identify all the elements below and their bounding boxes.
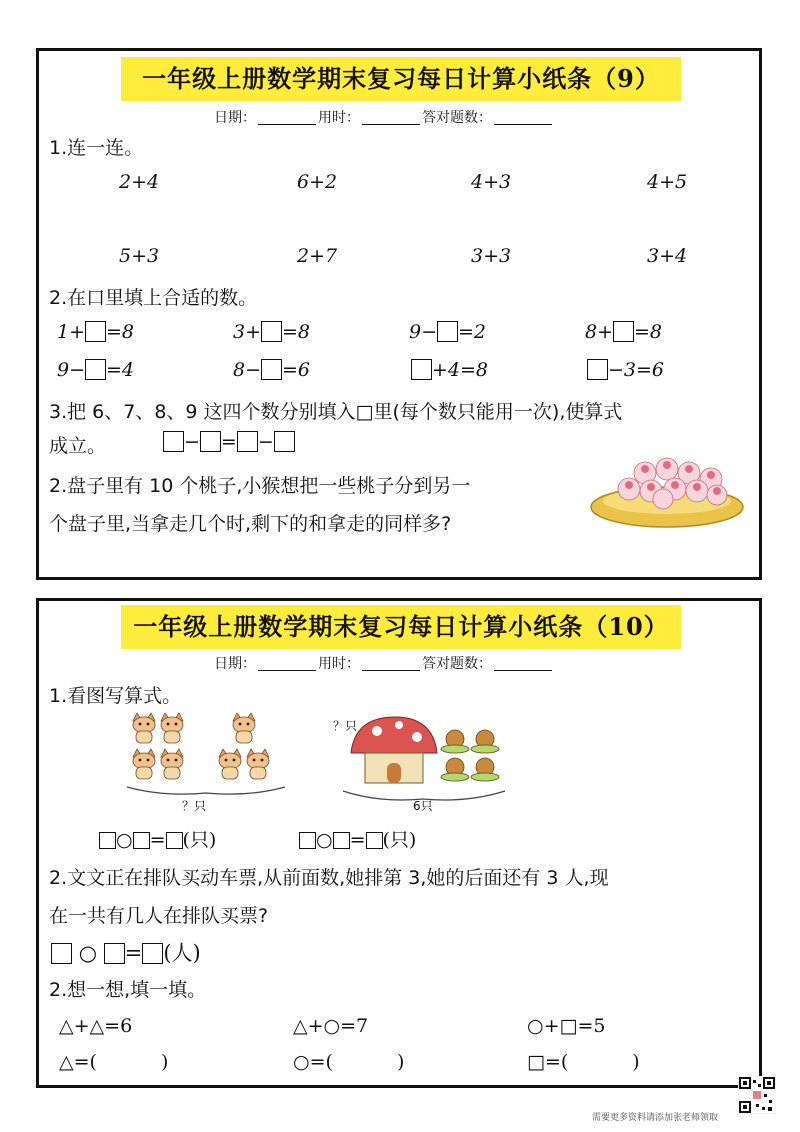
fill-expr: 8− =6 xyxy=(233,359,311,381)
score-label: 答对题数： xyxy=(422,656,492,672)
fill-expr: +4=8 xyxy=(411,359,488,381)
question-heading: 1.连一连。 xyxy=(49,137,144,159)
question-text: 3.把 6、7、8、9 这四个数分别填入□里(每个数只能用一次),使算式 xyxy=(49,401,623,423)
queue-formula: ○ = (人) xyxy=(51,937,201,967)
answer-box[interactable] xyxy=(51,943,72,964)
shape-answer: △=( ) xyxy=(59,1051,169,1073)
worksheet-title: 一年级上册数学期末复习每日计算小纸条（10） xyxy=(121,605,681,649)
match-bottom-4: 3+4 xyxy=(647,245,688,267)
answer-box[interactable] xyxy=(85,359,106,380)
question-text: 成立。 xyxy=(49,435,107,457)
meta-line xyxy=(214,107,554,127)
match-top-2: 6+2 xyxy=(297,171,338,193)
question-text: 2.盘子里有 10 个桃子,小猴想把一些桃子分到另一 xyxy=(49,475,471,497)
question-text: 在一共有几人在排队买票? xyxy=(49,905,269,927)
question-text: 2.文文正在排队买动车票,从前面数,她排第 3,她的后面还有 3 人,现 xyxy=(49,867,609,889)
worksheet-title: 一年级上册数学期末复习每日计算小纸条（9） xyxy=(121,57,681,101)
mushroom-question-label: ？只 xyxy=(333,719,358,733)
footer-note: 需要更多资料请添加张老师领取 xyxy=(592,1113,719,1123)
answer-box[interactable] xyxy=(237,431,258,452)
question-text: 个盘子里,当拿走几个时,剩下的和拿走的同样多? xyxy=(49,513,452,535)
answer-box[interactable] xyxy=(163,431,184,452)
time-label: 用时： xyxy=(318,110,360,126)
fill-expr: 1+ =8 xyxy=(57,321,135,343)
match-top-1: 2+4 xyxy=(119,171,160,193)
shape-answer: ○=( ) xyxy=(293,1051,405,1073)
answer-box[interactable] xyxy=(437,321,458,342)
time-label: 用时： xyxy=(318,656,360,672)
score-blank xyxy=(494,656,552,671)
question-heading: 1.看图写算式。 xyxy=(49,685,182,707)
answer-box[interactable] xyxy=(85,321,106,342)
date-blank xyxy=(258,110,316,125)
answer-box[interactable] xyxy=(142,943,163,964)
question-heading: 2.在口里填上合适的数。 xyxy=(49,287,258,309)
mushroom-total-label: 6只 xyxy=(413,799,433,813)
match-bottom-3: 3+3 xyxy=(471,245,512,267)
answer-box[interactable] xyxy=(411,359,432,380)
match-bottom-1: 5+3 xyxy=(119,245,160,267)
answer-box[interactable] xyxy=(133,832,150,849)
date-label: 日期： xyxy=(214,656,256,672)
answer-box[interactable] xyxy=(299,832,316,849)
qr-code xyxy=(738,1076,776,1114)
worksheet-9 xyxy=(36,48,762,580)
fill-expr: 8+ =8 xyxy=(585,321,663,343)
picture-formula-2: ○ = (只) xyxy=(299,825,416,852)
fill-expr: 9− =4 xyxy=(57,359,135,381)
shape-equation: △+△=6 xyxy=(59,1015,133,1037)
mushroom-snails-illustration xyxy=(339,713,509,805)
score-label: 答对题数： xyxy=(422,110,492,126)
date-label: 日期： xyxy=(214,110,256,126)
answer-box[interactable] xyxy=(104,943,125,964)
digit-equation: − = − xyxy=(163,431,295,453)
meta-line xyxy=(214,653,554,673)
fill-expr: 3+ =8 xyxy=(233,321,311,343)
answer-box[interactable] xyxy=(261,359,282,380)
fill-expr: 9− =2 xyxy=(409,321,487,343)
shape-equation: △+○=7 xyxy=(293,1015,369,1037)
answer-box[interactable] xyxy=(261,321,282,342)
match-top-3: 4+3 xyxy=(471,171,512,193)
time-blank xyxy=(362,656,420,671)
picture-formula-1: ○ = (只) xyxy=(99,825,216,852)
cats-question-label: ？只 xyxy=(182,799,207,813)
answer-box[interactable] xyxy=(166,832,183,849)
answer-box[interactable] xyxy=(366,832,383,849)
cats-illustration xyxy=(123,711,289,801)
answer-box[interactable] xyxy=(613,321,634,342)
shape-answer: □=( ) xyxy=(527,1051,640,1073)
answer-box[interactable] xyxy=(587,359,608,380)
peach-plate-illustration xyxy=(587,453,747,531)
fill-expr: −3=6 xyxy=(587,359,664,381)
answer-box[interactable] xyxy=(333,832,350,849)
match-top-4: 4+5 xyxy=(647,171,688,193)
score-blank xyxy=(494,110,552,125)
question-heading: 2.想一想,填一填。 xyxy=(49,979,207,1001)
answer-box[interactable] xyxy=(99,832,116,849)
answer-box[interactable] xyxy=(274,431,295,452)
shape-equation: ○+□=5 xyxy=(527,1015,606,1037)
worksheet-10 xyxy=(36,598,762,1088)
answer-box[interactable] xyxy=(200,431,221,452)
time-blank xyxy=(362,110,420,125)
date-blank xyxy=(258,656,316,671)
match-bottom-2: 2+7 xyxy=(297,245,338,267)
